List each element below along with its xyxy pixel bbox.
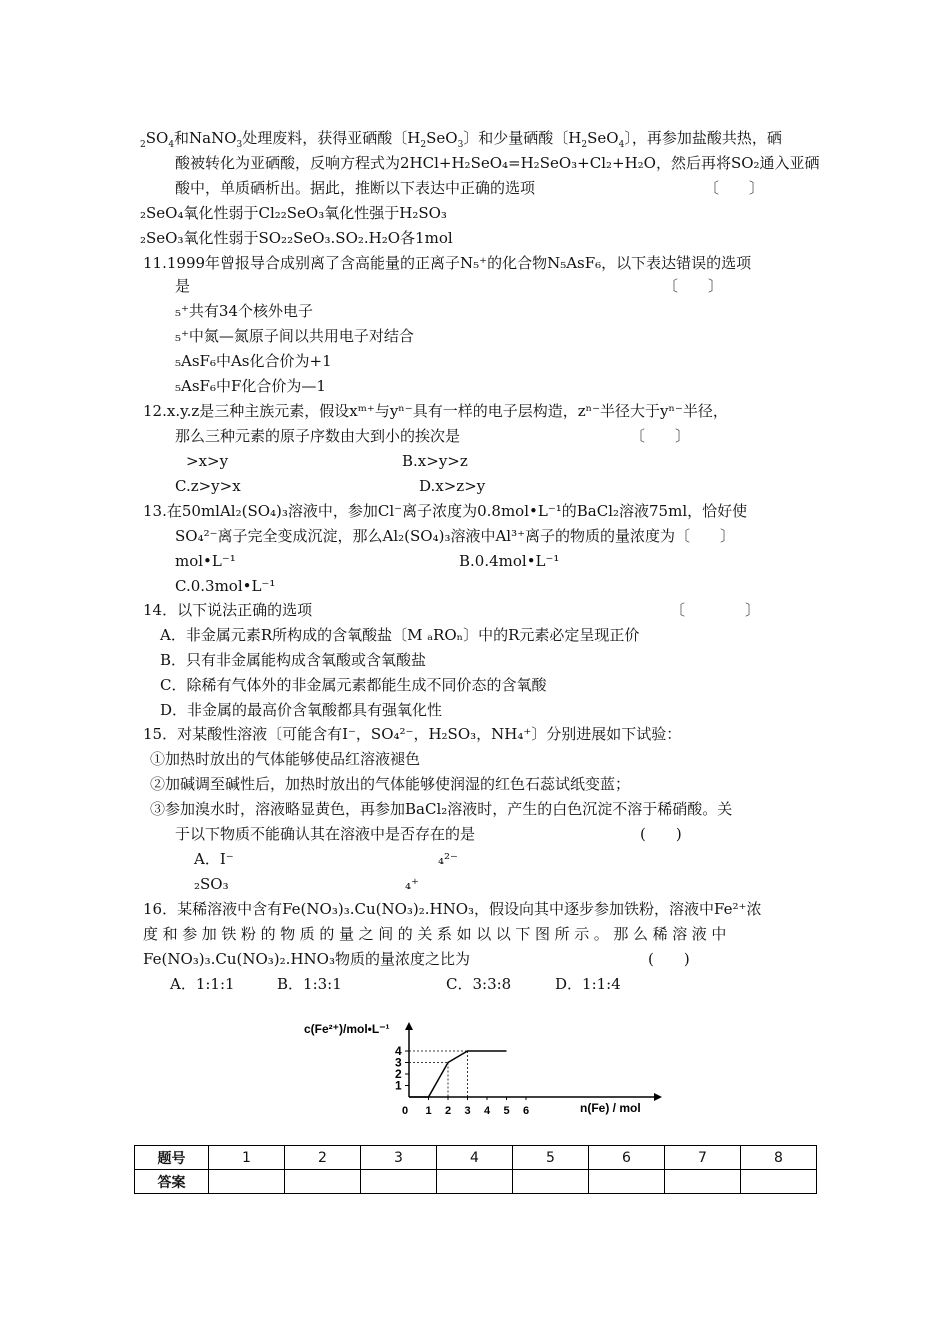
q12-option-c: C.z>y>x <box>175 477 241 495</box>
q15-statement-2: ②加碱调至碱性后，加热时放出的气体能够使润湿的红色石蕊试纸变蓝； <box>150 775 631 793</box>
answer-cell[interactable] <box>665 1170 741 1194</box>
answer-cell[interactable] <box>741 1170 817 1194</box>
q10-option-c: ₂SeO₃氧化性弱于SO₂₂SeO₃.SO₂.H₂O各1mol <box>140 229 453 247</box>
q15-statement-1: ①加热时放出的气体能够使品红溶液褪色 <box>150 750 421 768</box>
q12-option-a: >x>y <box>186 452 229 470</box>
q16-option-d: D．1:1:4 <box>555 975 621 993</box>
q16-stem-cont: 度和参加铁粉的物质的量之间的关系如以以下图所示。那么稀溶液中 <box>143 925 732 943</box>
q16-option-c: C．3:3:8 <box>446 975 512 993</box>
graph-x-arrow <box>654 1093 662 1101</box>
q12-option-d: D.x>z>y <box>419 477 486 495</box>
q12-stem-cont: 那么三种元素的原子序数由大到小的挨次是 <box>175 427 461 445</box>
q15-option-a: A．I⁻ <box>194 850 234 868</box>
graph-y-tick-label: 3 <box>395 1055 402 1070</box>
q11-option-b: ₅⁺中氮—氮原子间以共用电子对结合 <box>175 327 414 345</box>
q11-stem-cont: 是 <box>175 277 191 295</box>
q15-stem: 15．对某酸性溶液〔可能含有I⁻，SO₄²⁻，H₂SO₃，NH₄⁺〕分别进展如下试验： <box>143 725 682 743</box>
q11-stem: 11.1999年曾报导合成别离了含高能量的正离子N₅⁺的化合物N₅AsF₆，以下表达错误的选项 <box>143 254 752 272</box>
q15-option-c: ₂SO₃ <box>194 875 229 893</box>
q14-stem: 14．以下说法正确的选项 <box>143 601 313 619</box>
column-number: 1 <box>209 1146 285 1170</box>
q12-option-b: B.x>y>z <box>402 452 468 470</box>
fe-concentration-graph <box>296 1022 666 1117</box>
column-number: 2 <box>285 1146 361 1170</box>
graph-data-line <box>409 1051 507 1097</box>
graph-x-tick-label: 1 <box>425 1105 432 1117</box>
column-number: 7 <box>665 1146 741 1170</box>
answer-table-header-row <box>135 1146 817 1170</box>
answer-cell[interactable] <box>285 1170 361 1194</box>
q16-stem: 16．某稀溶液中含有Fe(NO₃)₃.Cu(NO₃)₂.HNO₃，假设向其中逐步参加铁粉，溶液中Fe²⁺浓 <box>143 900 762 918</box>
column-number: 6 <box>589 1146 665 1170</box>
column-number: 3 <box>361 1146 437 1170</box>
q10-option-a: ₂SeO₄氧化性弱于Cl₂₂SeO₃氧化性强于H₂SO₃ <box>140 204 447 222</box>
column-number: 4 <box>437 1146 513 1170</box>
q16-option-b: B．1:3:1 <box>277 975 342 993</box>
graph-y-tick-label: 4 <box>395 1044 402 1058</box>
q11-option-c: ₅AsF₆中As化合价为+1 <box>175 352 332 370</box>
q14-option-b: B．只有非金属能构成含氧酸或含氧酸盐 <box>160 651 427 669</box>
graph-x-label: n(Fe) / mol <box>580 1101 641 1115</box>
answer-cell[interactable] <box>513 1170 589 1194</box>
q11-option-d: ₅AsF₆中F化合价为—1 <box>175 377 326 395</box>
q14-answer-paren: 〔 〕 <box>670 601 761 619</box>
graph-x-tick-label: 6 <box>523 1105 530 1117</box>
q14-option-d: D．非金属的最高价含氧酸都具有强氧化性 <box>160 701 443 719</box>
q10-line2: 酸被转化为亚硒酸，反响方程式为2HCl+H₂SeO₄=H₂SeO₃+Cl₂+H₂O，然后再将SO₂通入亚硒 <box>175 154 820 172</box>
q12-answer-paren: 〔 〕 <box>630 427 691 445</box>
answer-table <box>134 1145 817 1194</box>
q13-option-b: B.0.4mol•L⁻¹ <box>459 552 560 570</box>
graph-y-tick-label: 2 <box>395 1067 402 1081</box>
q11-answer-paren: 〔 〕 <box>663 277 724 295</box>
q15-answer-paren: ( ) <box>640 825 682 843</box>
q10-answer-paren: 〔 〕 <box>704 179 765 197</box>
q15-statement-4: 于以下物质不能确认其在溶液中是否存在的是 <box>175 825 476 843</box>
graph-y-ticks <box>395 1044 409 1093</box>
q11-option-a: ₅⁺共有34个核外电子 <box>175 302 314 320</box>
graph-origin-label: 0 <box>402 1105 409 1117</box>
graph-x-tick-label: 2 <box>445 1105 452 1117</box>
column-number: 8 <box>741 1146 817 1170</box>
q13-stem-cont: SO₄²⁻离子完全变成沉淀，那么Al₂(SO₄)₃溶液中Al³⁺离子的物质的量浓度为〔 〕 <box>175 527 736 545</box>
q14-option-a: A．非金属元素R所构成的含氧酸盐〔M ₐROₙ〕中的R元素必定呈现正价 <box>160 626 640 644</box>
q10-line3: 酸中，单质硒析出。据此，推断以下表达中正确的选项 <box>175 179 536 197</box>
answer-cell[interactable] <box>437 1170 513 1194</box>
column-number: 5 <box>513 1146 589 1170</box>
answer-label-cell: 答案 <box>135 1170 209 1194</box>
graph-x-tick-label: 3 <box>464 1105 471 1117</box>
q15-statement-3: ③参加溴水时，溶液略显黄色，再参加BaCl₂溶液时，产生的白色沉淀不溶于稀硝酸。关 <box>150 800 733 818</box>
graph-y-arrow <box>405 1022 413 1030</box>
q16-stem-cont2: Fe(NO₃)₃.Cu(NO₃)₂.HNO₃物质的量浓度之比为 <box>143 950 470 968</box>
q15-option-b: ₄²⁻ <box>438 850 458 868</box>
answer-cell[interactable] <box>209 1170 285 1194</box>
q13-option-c: C.0.3mol•L⁻¹ <box>175 577 276 595</box>
q13-stem: 13.在50mlAl₂(SO₄)₃溶液中，参加Cl⁻离子浓度为0.8mol•L⁻¹的BaCl₂溶液75ml，恰好使 <box>143 502 748 520</box>
header-label-cell: 题号 <box>135 1146 209 1170</box>
q16-answer-paren: ( ) <box>648 950 690 968</box>
q15-option-d: ₄⁺ <box>405 875 419 893</box>
graph-x-tick-label: 5 <box>503 1105 510 1117</box>
q12-stem: 12.x.y.z是三种主族元素，假设xᵐ⁺与yⁿ⁻具有一样的电子层构造，zⁿ⁻半径大于yⁿ⁻半径， <box>143 402 728 420</box>
answer-cell[interactable] <box>589 1170 665 1194</box>
q14-option-c: C．除稀有气体外的非金属元素都能生成不同价态的含氧酸 <box>160 676 547 694</box>
answer-cell[interactable] <box>361 1170 437 1194</box>
graph-x-tick-label: 4 <box>484 1105 491 1117</box>
q13-option-a: mol•L⁻¹ <box>175 552 236 570</box>
graph-guide-lines <box>409 1051 468 1097</box>
q10-line1: $_2SO_4$和NaNO$_3$处理废料，获得亚硒酸〔$H_2SeO_3$〕和少量硒酸〔$H_2SeO_4$〕，再参加盐酸共热，硒 <box>140 129 782 150</box>
answer-table-answer-row <box>135 1170 817 1194</box>
graph-x-ticks <box>426 1097 530 1117</box>
graph-y-tick-label: 1 <box>395 1078 402 1093</box>
graph-y-label: c(Fe²⁺)/mol•L⁻¹ <box>304 1022 390 1036</box>
q16-option-a: A．1:1:1 <box>170 975 235 993</box>
